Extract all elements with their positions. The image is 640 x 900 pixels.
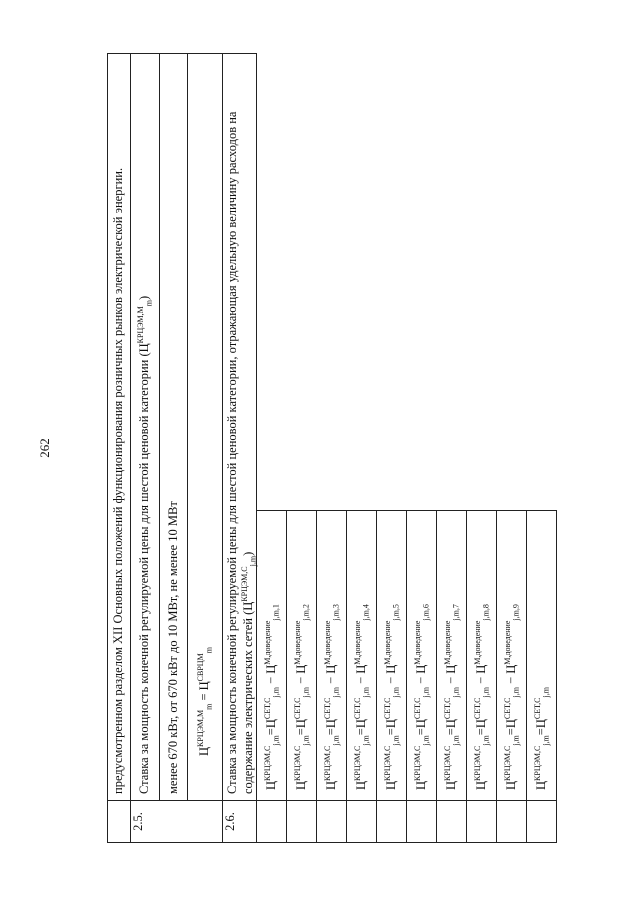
formula-b-sub: j,m: [511, 687, 521, 698]
row-2-6-heading: [223, 54, 257, 801]
formula-cell: [377, 511, 407, 801]
formula-eq: =Ц: [533, 719, 548, 736]
formula-row: [437, 54, 467, 843]
formula-c-sup: М,доведение: [262, 620, 272, 665]
formula-a-sub: j,m: [361, 735, 371, 746]
formula-c-sup: М,доведение: [322, 620, 332, 665]
formula-c-sup: М,доведение: [442, 620, 452, 665]
subheading-text: менее 670 кВт, от 670 кВт до 10 МВт, не менее 10 МВт: [160, 54, 188, 801]
formula-a-sup: КРЦЭМ,С: [262, 745, 272, 781]
rotated-table-container: [107, 53, 551, 843]
row-2-6: [223, 54, 257, 843]
formula-a: Ц: [413, 780, 428, 790]
formula-a-sub: j,m: [511, 735, 521, 746]
row-number: 2.5.: [131, 801, 223, 843]
formula-a-sup: КРЦЭМ,С: [472, 745, 482, 781]
heading-text: Ставка за мощность конечной регулируемой цены для шестой ценовой категории, отражающая удельную величину расходов на содержание электрических сетей (Ц: [225, 111, 255, 794]
formula-b-sup: СЕТ,С: [472, 697, 482, 720]
heading-sup: КРЦЭМ,М: [136, 306, 146, 344]
formula-cell: [527, 511, 557, 801]
formula-row: [407, 54, 437, 843]
formula-minus: − Ц: [353, 664, 368, 688]
formula-minus: − Ц: [503, 664, 518, 688]
formula-b-sub: j,m: [331, 687, 341, 698]
formula-a-sup: КРЦЭМ,С: [292, 745, 302, 781]
empty-cell: [497, 801, 527, 843]
formula-row: [527, 54, 557, 843]
formula-b-sub: j,m: [451, 687, 461, 698]
formula-cell: [287, 511, 317, 801]
formula-minus: − Ц: [413, 664, 428, 688]
formula-a-sub: j,m: [301, 735, 311, 746]
formula-a-sup: КРЦЭМ,С: [322, 745, 332, 781]
formula-eq: =Ц: [413, 719, 428, 736]
formula-c-sub: j,m,4: [361, 604, 371, 621]
formula-minus: − Ц: [473, 664, 488, 688]
empty-cell: [377, 801, 407, 843]
formula-a: Ц: [473, 780, 488, 790]
formula-row: [317, 54, 347, 843]
formula-b-sub: j,m: [301, 687, 311, 698]
empty-cell: [527, 801, 557, 843]
formula-row: [257, 54, 287, 843]
formula-eq: =Ц: [263, 719, 278, 736]
formula-b-sup: СЕТ,С: [532, 697, 542, 720]
formula-cell: [407, 511, 437, 801]
formula-b-sub: j,m: [421, 687, 431, 698]
formula-row: [287, 54, 317, 843]
formula-cell: [317, 511, 347, 801]
formula-eq: =Ц: [323, 719, 338, 736]
row-2-5: [131, 54, 160, 843]
row-number: 2.6.: [223, 801, 257, 843]
formula-c-sup: М,доведение: [352, 620, 362, 665]
formula-c-sub: j,m,3: [331, 604, 341, 621]
formula-cell: [467, 511, 497, 801]
formula-b-sup: СЕТ,С: [382, 697, 392, 720]
formula-rhs-sub: m: [204, 647, 214, 654]
formula-row: [377, 54, 407, 843]
formula-b-sub: j,m: [481, 687, 491, 698]
formula-a-sub: j,m: [541, 735, 551, 746]
heading-tail: ): [240, 551, 255, 556]
formula-eq: =Ц: [293, 719, 308, 736]
heading-tail: ): [137, 295, 152, 300]
formula-cell: [497, 511, 527, 801]
formula-a-sup: КРЦЭМ,С: [532, 745, 542, 781]
formula-a-sup: КРЦЭМ,С: [412, 745, 422, 781]
row-2-5-formula: [188, 54, 223, 843]
formula-eq: =Ц: [443, 719, 458, 736]
formula-a-sub: j,m: [481, 735, 491, 746]
heading-sub: j,m: [248, 555, 258, 567]
empty-cell: [317, 801, 347, 843]
heading-text: Ставка за мощность конечной регулируемой цены для шестой ценовой категории (Ц: [137, 343, 152, 794]
formula-c-sub: j,m,1: [271, 604, 281, 621]
formula-c-sub: j,m,7: [451, 604, 461, 621]
formula-a-sub: j,m: [391, 735, 401, 746]
formula-a: Ц: [263, 780, 278, 790]
empty-cell: [347, 801, 377, 843]
formula-c-sup: М,доведение: [502, 620, 512, 665]
formula-b-sup: СЕТ,С: [412, 697, 422, 720]
formula-minus: − Ц: [383, 664, 398, 688]
formula-minus: − Ц: [323, 664, 338, 688]
formula-a-sup: КРЦЭМ,С: [442, 745, 452, 781]
formula-cell: [437, 511, 467, 801]
page-number: 262: [37, 438, 52, 458]
formula-a: Ц: [383, 780, 398, 790]
formula-b-sub: j,m: [541, 687, 551, 698]
formula-b-sup: СЕТ,С: [442, 697, 452, 720]
formula-rhs: Ц: [197, 681, 212, 691]
formula-c-sub: j,m,9: [511, 604, 521, 621]
formula-b-sup: СЕТ,С: [502, 697, 512, 720]
empty-cell: [407, 801, 437, 843]
formula-c-sup: М,доведение: [382, 620, 392, 665]
formula-eq: =Ц: [383, 719, 398, 736]
formula-a-sub: j,m: [451, 735, 461, 746]
formula-b-sup: СЕТ,С: [262, 697, 272, 720]
formula-rhs-sup: СВРЦМ: [196, 653, 206, 682]
formula-lhs-sub: m: [204, 703, 214, 710]
formula-c-sup: М,доведение: [292, 620, 302, 665]
formula-a: Ц: [323, 780, 338, 790]
formula-eq: =Ц: [353, 719, 368, 736]
formula-minus: − Ц: [293, 664, 308, 688]
formula-a-sup: КРЦЭМ,С: [382, 745, 392, 781]
formula-lhs: Ц: [197, 746, 212, 756]
document-table: [107, 53, 557, 843]
formula-a: Ц: [353, 780, 368, 790]
formula-b-sub: j,m: [271, 687, 281, 698]
formula-cell: [257, 511, 287, 801]
intro-num-cell: [108, 801, 131, 843]
empty-cell: [437, 801, 467, 843]
formula-a: Ц: [293, 780, 308, 790]
formula-a-sub: j,m: [331, 735, 341, 746]
formula-a-sup: КРЦЭМ,С: [352, 745, 362, 781]
intro-row: [108, 54, 131, 843]
formula-a-sub: j,m: [271, 735, 281, 746]
formula-minus: − Ц: [263, 664, 278, 688]
formula-b-sub: j,m: [391, 687, 401, 698]
formula-a: Ц: [533, 780, 548, 790]
formula-c-sub: j,m,5: [391, 604, 401, 621]
heading-sup: КРЦЭМ,С: [239, 566, 249, 602]
formula-c-sub: j,m,6: [421, 604, 431, 621]
formula-a-sup: КРЦЭМ,С: [502, 745, 512, 781]
formula-a-sub: j,m: [421, 735, 431, 746]
formula-b-sup: СЕТ,С: [352, 697, 362, 720]
formula-a: Ц: [503, 780, 518, 790]
formula-c-sub: j,m,2: [301, 604, 311, 621]
formula-2-5: [188, 54, 223, 801]
formula-minus: − Ц: [443, 664, 458, 688]
formula-b-sub: j,m: [361, 687, 371, 698]
empty-cell: [287, 801, 317, 843]
formula-lhs-sup: КРЦЭМ,М: [196, 709, 206, 747]
formula-eq: =Ц: [503, 719, 518, 736]
formula-row: [347, 54, 377, 843]
empty-cell: [257, 801, 287, 843]
formula-b-sup: СЕТ,С: [292, 697, 302, 720]
formula-c-sup: М,доведение: [472, 620, 482, 665]
formula-row: [467, 54, 497, 843]
formula-c-sub: j,m,8: [481, 604, 491, 621]
row-2-5-heading: [131, 54, 160, 801]
formula-b-sup: СЕТ,С: [322, 697, 332, 720]
intro-text: предусмотренном разделом XII Основных положений функционирования розничных рынков электрической энергии.: [108, 54, 131, 801]
empty-cell: [467, 801, 497, 843]
formula-cell: [347, 511, 377, 801]
formula-c-sup: М,доведение: [412, 620, 422, 665]
formula-row: [497, 54, 527, 843]
formula-eq: =Ц: [473, 719, 488, 736]
heading-sub: m: [144, 300, 154, 307]
row-2-5-subheading: [160, 54, 188, 843]
formula-a: Ц: [443, 780, 458, 790]
formula-eq: =: [197, 690, 212, 704]
